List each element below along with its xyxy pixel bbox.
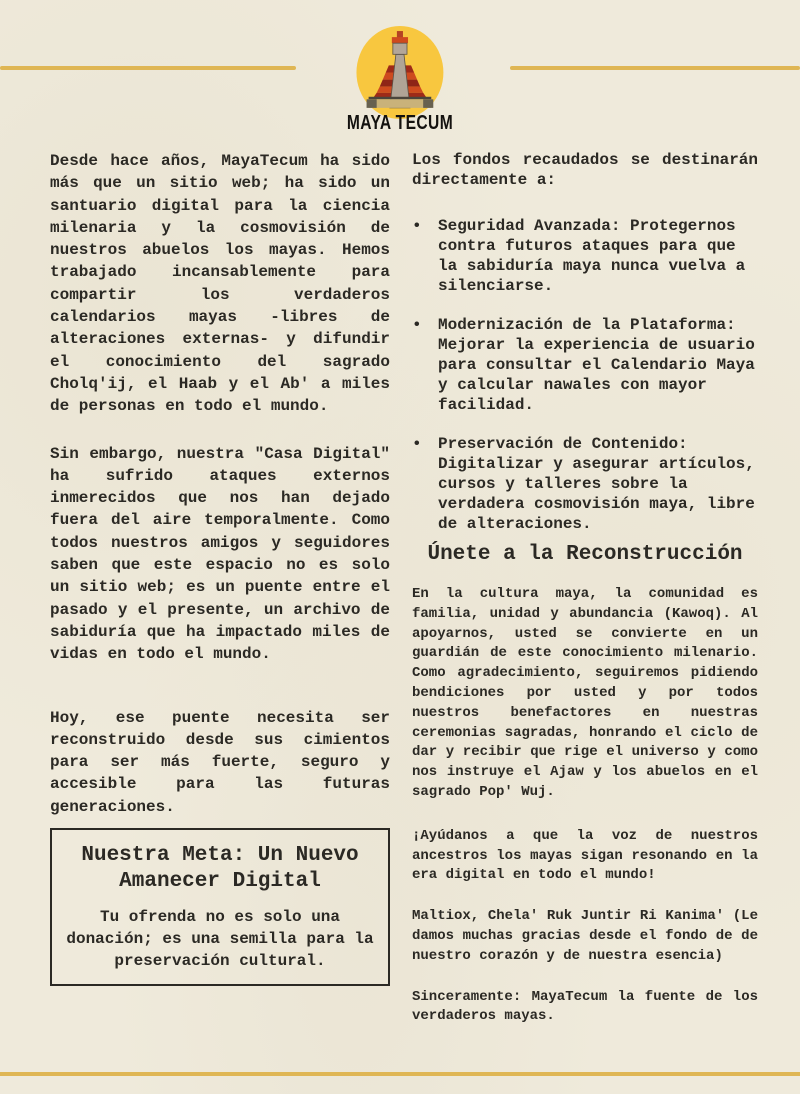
bullet-icon: •	[412, 316, 422, 334]
body-paragraph: Desde hace años, MayaTecum ha sido más que un sitio web; ha sido un santuario digital para la ciencia milenaria y la cosmovisión de nuestros abuelos los mayas. Hemos trabajado incansablemente para compartir los verdaderos calendarios mayas -libres de alteraciones externas- y difundir el conocimiento del sagrado Cholq'ij, el Haab y el Ab' a miles de personas en todo el mundo.	[50, 152, 390, 416]
brand-logo	[332, 26, 468, 135]
content	[50, 150, 758, 1027]
header-rule-right	[510, 66, 800, 70]
bullet-text: Modernización de la Plataforma: Mejorar la experiencia de usuario para consultar el Calendario Maya y calcular nawales con mayor facilidad.	[438, 316, 755, 414]
funds-list	[412, 216, 758, 534]
goal-box	[50, 828, 390, 986]
funds-intro: Los fondos recaudados se destinarán directamente a:	[412, 151, 758, 189]
maya-pyramid-icon	[356, 26, 444, 119]
bullet-icon: •	[412, 435, 422, 453]
header	[0, 0, 800, 150]
goal-box-body: Tu ofrenda no es solo una donación; es una semilla para la preservación cultural.	[66, 908, 374, 971]
body-paragraph: ¡Ayúdanos a que la voz de nuestros ancestros los mayas sigan resonando en la era digital en todo el mundo!	[412, 827, 758, 884]
body-paragraph: Sin embargo, nuestra "Casa Digital" ha sufrido ataques externos inmerecidos que nos han dejado fuera del aire temporalmente. Como todos nuestros amigos y seguidores saben que este espacio no es solo un sitio web; es un puente entre el pasado y el presente, un archivo de sabiduría que ha impactado miles de vidas en todo el mundo.	[50, 444, 390, 664]
goal-box-title: Nuestra Meta: Un Nuevo Amanecer Digital	[81, 844, 359, 894]
list-item	[412, 315, 758, 415]
footer-rule	[0, 1072, 800, 1076]
list-item	[412, 434, 758, 534]
right-column	[412, 150, 758, 1027]
bullet-text: Preservación de Contenido: Digitalizar y asegurar artículos, cursos y talleres sobre la verdadera cosmovisión maya, libre de alteraciones.	[438, 435, 755, 533]
brand-name: MAYA TECUM	[346, 112, 454, 134]
left-column	[50, 150, 390, 1027]
body-paragraph: Hoy, ese puente necesita ser reconstruido desde sus cimientos para ser más fuerte, seguro y accesible para las futuras generaciones.	[50, 708, 390, 816]
body-paragraph: En la cultura maya, la comunidad es familia, unidad y abundancia (Kawoq). Al apoyarnos, usted se convierte en un guardián de este conocimiento milenario. Como agradecimiento, seguiremos pidiendo bendiciones por usted y por todos nuestros benefactores en nuestras ceremonias sagradas, honrando el ciclo de dar y recibir que rige el universo y como nos instruye el Ajaw y los abuelos en el sagrado Pop' Wuj.	[412, 586, 758, 800]
bullet-icon: •	[412, 217, 422, 235]
section-heading: Únete a la Reconstrucción	[427, 543, 743, 566]
body-paragraph: Sinceramente: MayaTecum la fuente de los verdaderos mayas.	[412, 988, 758, 1025]
body-paragraph: Maltiox, Chela' Ruk Juntir Ri Kanima' (Le damos muchas gracias desde el fondo de de nuestro corazón y de nuestra esencia)	[412, 908, 758, 964]
header-rule-left	[0, 66, 296, 70]
bullet-text: Seguridad Avanzada: Protegernos contra futuros ataques para que la sabiduría maya nunca vuelva a silenciarse.	[438, 217, 746, 295]
list-item	[412, 216, 758, 296]
